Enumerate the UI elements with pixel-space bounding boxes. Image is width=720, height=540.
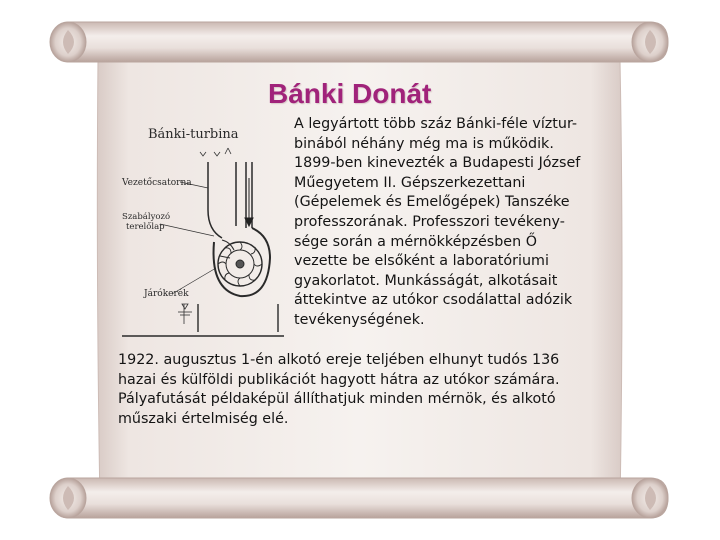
tailwater-symbol: [178, 304, 192, 324]
water-level-marks: [200, 148, 231, 156]
label-runner-wheel: Járókerék: [144, 289, 189, 299]
biography-paragraph-1: A legyártott több száz Bánki-féle víztur- binából néhány még ma is működik. 1899-ben kinevezték a Budapesti József Műegyetem II. Gépszerkezettani (Gépelemek és Emelőgépek) Tanszéke professzorának. Professzori tevékeny- sége során a mérnökképzésben Ő vezette be elsőként a laboratóriumi gyakorlatot. Munkásságát, alkotásait áttekintve az utókor csodálattal adózik tevékenységének.: [294, 116, 581, 328]
guide-channel-walls: [208, 162, 252, 238]
banki-turbine-diagram: [118, 118, 288, 348]
label-regulating-flap-1: Szabályozó: [122, 212, 171, 222]
page-title: Bánki Donát: [268, 78, 432, 109]
runner-wheel: [218, 242, 262, 286]
label-regulating-flap-2: terelőlap: [126, 222, 165, 232]
diagram-heading: Bánki-turbina: [148, 127, 239, 142]
label-guide-channel: Vezetőcsatorna: [122, 178, 192, 188]
biography-paragraph-2: 1922. augusztus 1-én alkotó ereje teljében elhunyt tudós 136 hazai és külföldi publikációt hagyott hátra az utókor számára. Pályafutását példaképül állíthatjuk minden mérnök, és alkotó műszaki értelmiség elé.: [118, 352, 560, 427]
